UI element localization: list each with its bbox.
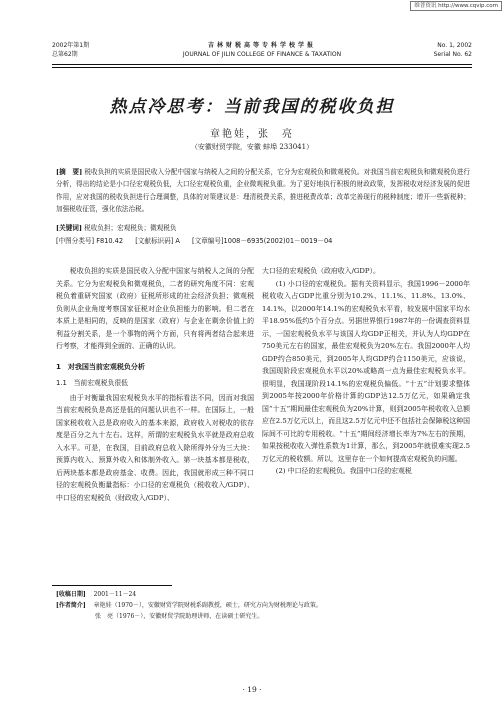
author-bio-1 <box>56 600 470 611</box>
footnotes <box>56 589 470 622</box>
clc-number: [中图分类号] F810.42 <box>56 237 124 245</box>
author-bio-1-text: 章艳娃（1970－），安徽财贸学院财税系副教授，硕士，研究方向为财税理论与政策。 <box>93 602 322 609</box>
article-title: 热点冷思考：当前我国的税收负担 <box>109 97 395 117</box>
journal-name-cn: 吉林财税高等专科学校学报 <box>207 42 316 49</box>
received-value: 2001－11－24 <box>93 591 137 598</box>
keywords <box>56 222 470 234</box>
serial-info <box>434 41 472 59</box>
classification-line <box>56 235 470 247</box>
author-bio-2 <box>56 611 470 622</box>
body-left-column <box>56 265 254 504</box>
small-caliber-paragraph: (1) 小口径的宏观税负。据有关资料显示，我国1996－2000年税收收入占GDP比重分别为10.2%、11.1%、11.8%、13.0%、14.1%，以2000年14.1%的宏观税负水平看，较发展中国家平均水平18.95%低约5个百分点。另据世界银行1987年的一份调查资料显示，一国宏观税负水平与该国人均GDP正相关，并认为人均GDP在750美元左右的国家，最佳宏观税负为20%左右。我国2000年人均GDP约合850美元，到2005年人均GDP约合1150美元，应该说，我国现阶段宏观税负水平以20%或略高一点为最佳宏观税负水平。很明显，我国现阶段14.1%的宏观税负偏低。“十五”计划要求整体到2005年按2000年价格计算的GDP达12.5万亿元，如果确定我国“十五”期间最佳宏观税负为20%计算，则到2005年税收收入总额应在2.5万亿元以上，而且这2.5万亿元中还不包括社会保障税这种国际间不可比的专用税收。“十五”期间经济增长率为7%左右的预期，如果按税收收入弹性系数为1计算，那么，到2005年就很难实现2.5万亿元的税收额。所以，这里存在一个如何提高宏观税负的问题。 <box>262 279 470 463</box>
serial-line-1: No. 1, 2002 <box>437 42 472 49</box>
received-date <box>56 589 470 600</box>
subsection-heading-1-1: 1.1 当前宏观税负很低 <box>56 379 128 387</box>
article-authors: 章艳娃，张 亮 <box>210 129 294 140</box>
keywords-text: 税收负担；宏观税负；微观税负 <box>84 224 177 232</box>
journal-name-en: JOURNAL OF JILIN COLLEGE OF FINANCE & TAXATION <box>182 51 342 58</box>
intro-paragraph: 税收负担的实质是国民收入分配中国家与纳税人之间的分配关系。它分为宏观税负和微观税负，二者的研究角度不同：宏观税负着重研究国家（政府）征税所形成的社会经济负担；微观税负则从企业角度考察国家征税对企业负担能力的影响。但二者在本质上是相同的，反映的是国家（政府）与企业在剩余价值上的利益分割关系，是一个事物的两个方面，只有将两者结合起来进行考察，才能得到全面的、正确的认识。 <box>56 267 254 350</box>
issue-line-1: 2002年第1期 <box>52 42 90 49</box>
footnote-rule <box>52 585 172 586</box>
author-bio-2-text: 张 亮（1976－），安徽财贸学院助理讲师，在读硕士研究生。 <box>95 613 264 620</box>
header-rule-thick <box>52 64 472 65</box>
subsection-1-1-paragraph: 由于对衡量我国宏观税负水平的指标看法不同，因而对我国当前宏观税负是高还是低的问题认识也不一样。在国际上，一般国家税收收入总是政府收入的基本来源，政府收入对税收的依存度是百分之九十左右。这样，所谓的宏观税负水平就是政府总收入水平。可是，在我国，目前政府总收入除所得外分为三大块：预算内收入、预算外收入和体制外收入。第一块基本都是税收，后两块基本都是政府基金、收费。因此，我国就形成三种不同口径的宏观税负衡量指标：小口径的宏观税负（税收收入/GDP）、中口径的宏观税负（财政收入/GDP）、 <box>56 393 254 502</box>
journal-name <box>52 41 472 59</box>
header-rule-thin <box>52 67 472 68</box>
abstract <box>56 166 470 216</box>
keywords-label: [关键词] <box>56 224 83 232</box>
mid-caliber-paragraph-start: (2) 中口径的宏观税负。我国中口径的宏观税 <box>275 467 412 475</box>
section-heading-1: 1 对我国当前宏观税负分析 <box>56 362 145 371</box>
page-number: · 19 · <box>242 685 262 694</box>
right-lead-line: 大口径的宏观税负（政府收入/GDP）。 <box>262 267 380 275</box>
article-number: [文章编号]1008－6935(2002)01－0019－04 <box>192 237 333 245</box>
watermark: 维普资讯 http://www.cqvip.com <box>410 1 502 11</box>
body-right-column <box>262 265 470 478</box>
author-affiliation: （安徽财贸学院，安徽 蚌埠 233041） <box>190 143 314 151</box>
received-label: [收稿日期] <box>56 591 86 598</box>
issue-line-2: 总第62期 <box>52 51 78 58</box>
document-code: [文献标识码] A <box>135 237 180 245</box>
abstract-label: [摘 要] <box>56 168 83 176</box>
serial-line-2: Serial No. 62 <box>433 51 472 58</box>
author-bio-label: [作者简介] <box>56 602 86 609</box>
journal-header <box>52 41 472 65</box>
abstract-text: 税收负担的实质是国民收入分配中国家与纳税人之间的分配关系，它分为宏观税负和微观税负。对我国当前宏观税负和微观税负进行分析，得出的结论是小口径宏观税负低，大口径宏观税负重，企业微观税负重。为了更好地执行积极的财政政策，发挥税收对经济发展的促进作用，应对我国的税收负担进行合理调整，具体的对策建议是：理清税费关系，推进税费改革；改革完善现行的税种制度；增开一些新税种；加强税收征管，强化依法治税。 <box>56 168 470 214</box>
